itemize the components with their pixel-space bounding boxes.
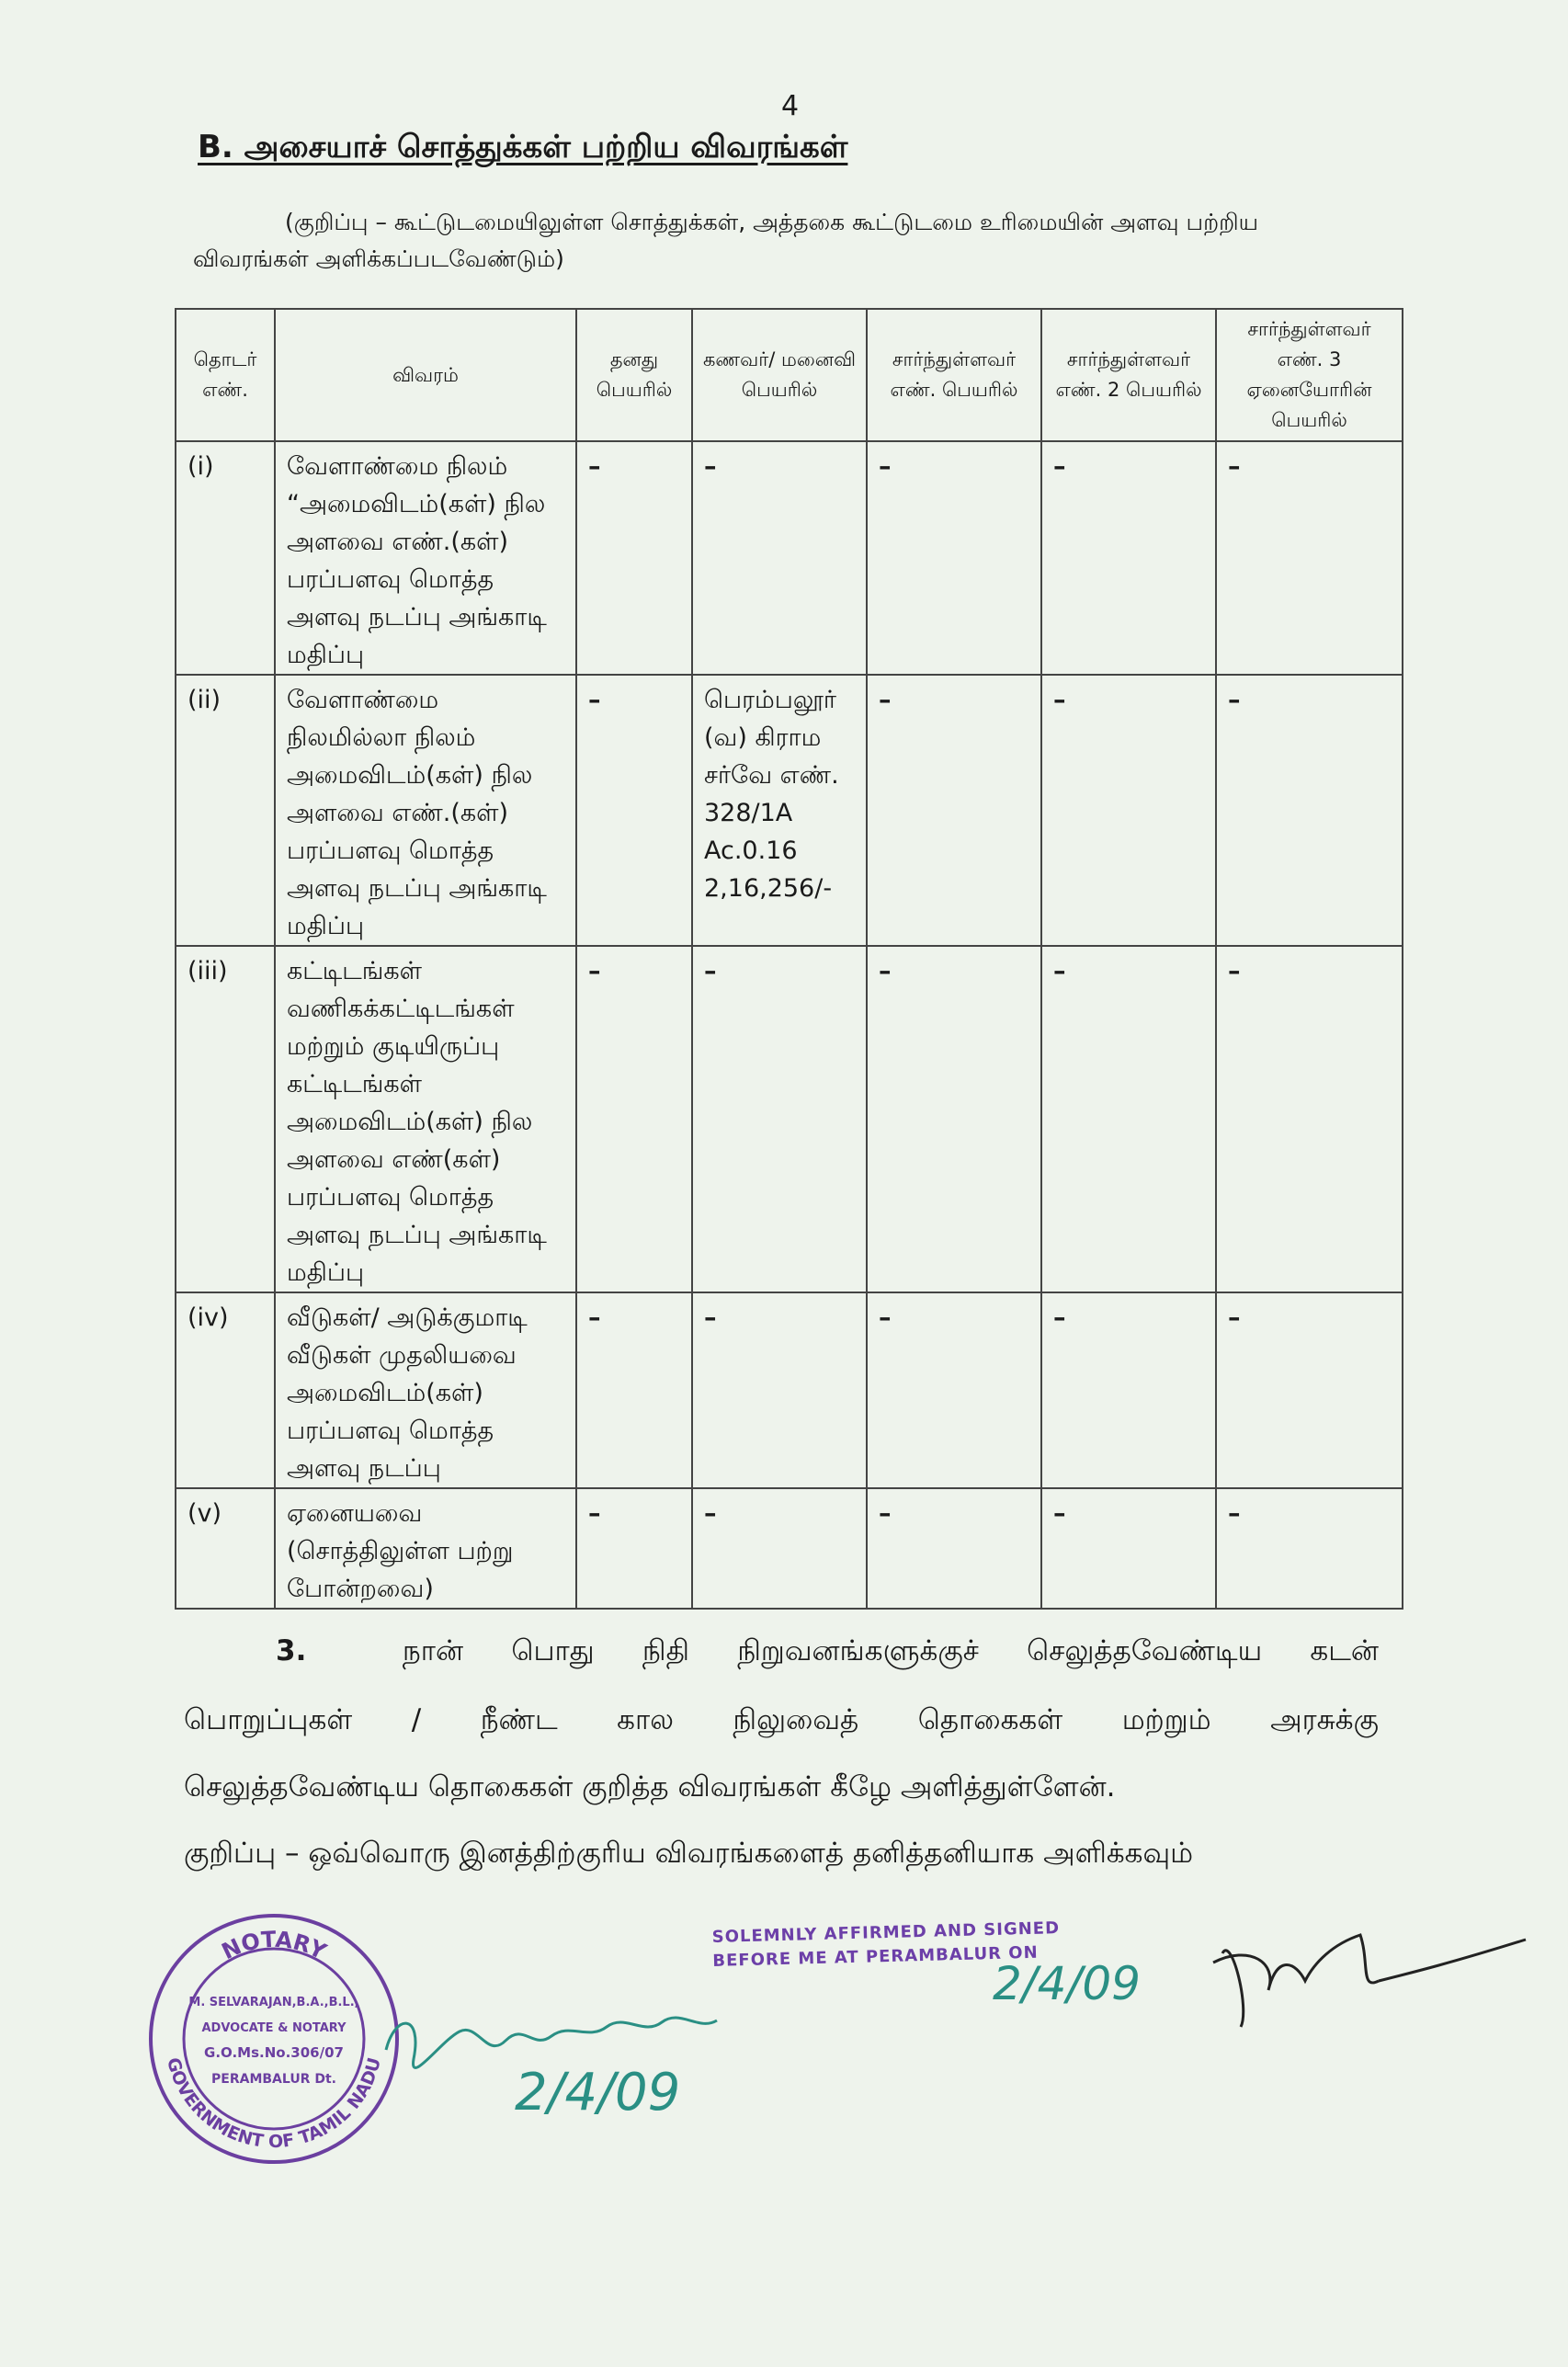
svg-text:NOTARY <box>218 1927 331 1965</box>
cell-spouse: – <box>692 1488 867 1609</box>
row-description: வேளாண்மை நிலமில்லா நிலம் அமைவிடம்(கள்) நில அளவை எண்.(கள்) பரப்பளவு மொத்த அளவு நடப்பு அங்காடி மதிப்பு <box>275 675 576 946</box>
handwritten-date-left: 2/4/09 <box>515 2063 681 2122</box>
paragraph-text-1: நான் பொது நிதி நிறுவனங்களுக்குச் செலுத்தவேண்டிய கடன் <box>402 1634 1379 1667</box>
cell-dependent-3: – <box>1216 1292 1403 1488</box>
remark-note: குறிப்பு – ஒவ்வொரு இனத்திற்குரிய விவரங்களைத் தனித்தனியாக அளிக்கவும் <box>184 1837 1194 1870</box>
table-row <box>176 675 1403 946</box>
table-row <box>176 441 1403 675</box>
paragraph-line-1 <box>184 1633 1379 1669</box>
cell-self: – <box>576 675 692 946</box>
cell-dependent-2: – <box>1041 946 1216 1292</box>
row-description: கட்டிடங்கள் வணிகக்கட்டிடங்கள் மற்றும் குடியிருப்பு கட்டிடங்கள் அமைவிடம்(கள்) நில அளவை எண்(கள்) பரப்பளவு மொத்த அளவு நடப்பு அங்காடி மதிப்பு <box>275 946 576 1292</box>
cell-dependent-1: – <box>867 675 1041 946</box>
cell-dependent-3: – <box>1216 946 1403 1292</box>
header-dependent-2: சார்ந்துள்ளவர் எண். 2 பெயரில் <box>1041 309 1216 441</box>
row-number: (iii) <box>176 946 275 1292</box>
cell-dependent-1: – <box>867 441 1041 675</box>
cell-self: – <box>576 1488 692 1609</box>
cell-self: – <box>576 441 692 675</box>
cell-spouse: – <box>692 946 867 1292</box>
row-number: (i) <box>176 441 275 675</box>
paragraph-line-2: பொறுப்புகள் / நீண்ட கால நிலுவைத் தொகைகள் மற்றும் அரசுக்கு <box>184 1703 1379 1736</box>
row-description: வீடுகள்/ அடுக்குமாடி வீடுகள் முதலியவை அமைவிடம்(கள்) பரப்பளவு மொத்த அளவு நடப்பு <box>275 1292 576 1488</box>
handwritten-signature-left <box>377 1986 790 2123</box>
row-number: (ii) <box>176 675 275 946</box>
cell-spouse: பெரம்பலூர் (வ) கிராம சர்வே எண். 328/1A Ac.0.16 2,16,256/- <box>692 675 867 946</box>
row-number: (v) <box>176 1488 275 1609</box>
cell-dependent-3: – <box>1216 675 1403 946</box>
header-description: விவரம் <box>275 309 576 441</box>
cell-dependent-1: – <box>867 946 1041 1292</box>
table-row <box>176 946 1403 1292</box>
seal-place: PERAMBALUR Dt. <box>211 2072 336 2087</box>
affirmation-line-2: BEFORE ME AT PERAMBALUR ON <box>712 1942 1039 1971</box>
table-row <box>176 1488 1403 1609</box>
seal-top-text: NOTARY <box>217 1926 331 1965</box>
seal-name: M. SELVARAJAN,B.A.,B.L., <box>188 1996 359 2009</box>
header-self: தனது பெயரில் <box>576 309 692 441</box>
cell-dependent-2: – <box>1041 1292 1216 1488</box>
affirmation-line-1: SOLEMNLY AFFIRMED AND SIGNED <box>711 1918 1061 1947</box>
cell-dependent-2: – <box>1041 675 1216 946</box>
cell-spouse: – <box>692 441 867 675</box>
header-spouse: கணவர்/ மனைவி பெயரில் <box>692 309 867 441</box>
cell-self: – <box>576 1292 692 1488</box>
seal-order: G.O.Ms.No.306/07 <box>204 2044 344 2061</box>
paragraph-line-3: செலுத்தவேண்டிய தொகைகள் குறித்த விவரங்கள் கீழே அளித்துள்ளேன். <box>184 1770 1116 1804</box>
handwritten-signature-right <box>974 1926 1544 2036</box>
cell-dependent-3: – <box>1216 441 1403 675</box>
section-note: (குறிப்பு – கூட்டுடமையிலுள்ள சொத்துக்கள், அத்தகை கூட்டுடமை உரிமையின் அளவு பற்றிய விவரங்கள் அளிக்கப்படவேண்டும்) <box>193 209 1259 272</box>
seal-title: ADVOCATE & NOTARY <box>201 2021 347 2035</box>
cell-self: – <box>576 946 692 1292</box>
svg-text:GOVERNMENT OF TAMIL NADU <box>163 2055 385 2152</box>
cell-spouse: – <box>692 1292 867 1488</box>
immovable-assets-table <box>175 308 1403 1610</box>
paragraph-number: 3. <box>276 1634 307 1667</box>
section-heading: B. அசையாச் சொத்துக்கள் பற்றிய விவரங்கள் <box>198 129 848 165</box>
handwritten-date-right: 2/4/09 <box>993 1957 1141 2010</box>
cell-dependent-3: – <box>1216 1488 1403 1609</box>
seal-ring-text: GOVERNMENT OF TAMIL NADU <box>163 2055 385 2153</box>
page-number: 4 <box>781 90 800 122</box>
header-dependent-3: சார்ந்துள்ளவர் எண். 3 ஏனையோரின் பெயரில் <box>1216 309 1403 441</box>
table-header-row <box>176 309 1403 441</box>
header-serial-no: தொடர் எண். <box>176 309 275 441</box>
row-number: (iv) <box>176 1292 275 1488</box>
cell-dependent-1: – <box>867 1292 1041 1488</box>
cell-dependent-1: – <box>867 1488 1041 1609</box>
row-description: வேளாண்மை நிலம் “அமைவிடம்(கள்) நில அளவை எண்.(கள்) பரப்பளவு மொத்த அளவு நடப்பு அங்காடி மதிப்பு <box>275 441 576 675</box>
cell-dependent-2: – <box>1041 1488 1216 1609</box>
row-description: ஏனையவை (சொத்திலுள்ள பற்று போன்றவை) <box>275 1488 576 1609</box>
header-dependent-1: சார்ந்துள்ளவர் எண். பெயரில் <box>867 309 1041 441</box>
table-row <box>176 1292 1403 1488</box>
notary-seal <box>145 1910 403 2168</box>
cell-dependent-2: – <box>1041 441 1216 675</box>
